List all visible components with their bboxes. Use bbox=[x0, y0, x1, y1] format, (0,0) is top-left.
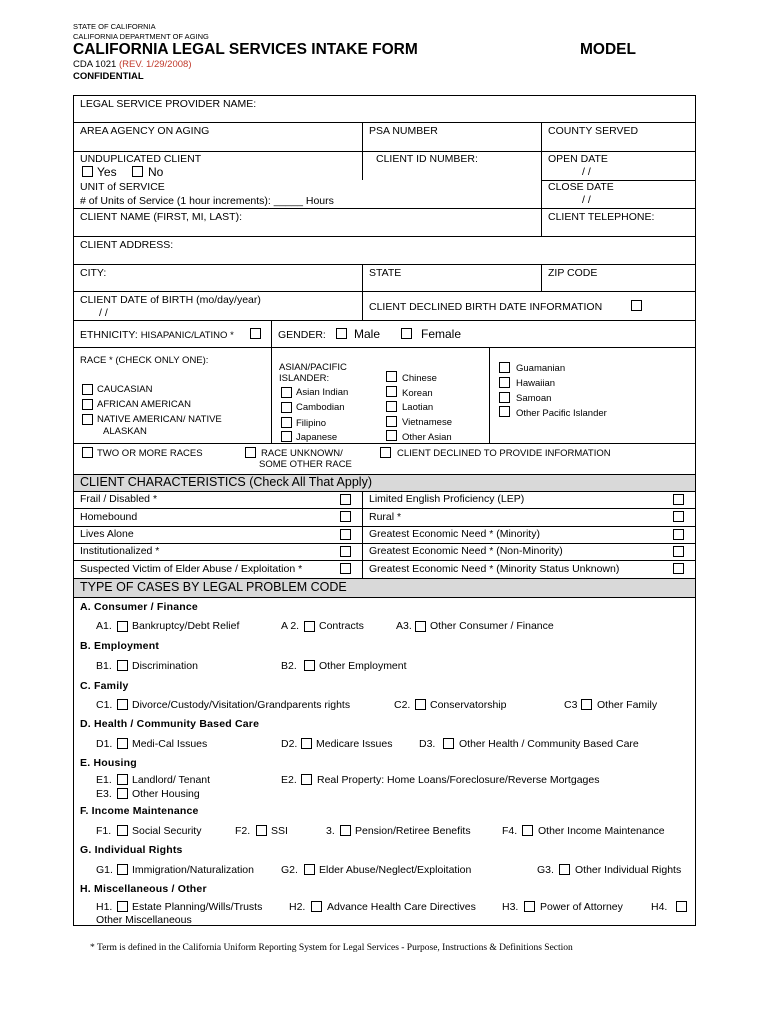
code-a1: A1. bbox=[96, 620, 112, 632]
declined-dob-label: CLIENT DECLINED BIRTH DATE INFORMATION bbox=[369, 301, 603, 313]
char-rural-checkbox[interactable] bbox=[673, 511, 684, 522]
e2-checkbox[interactable] bbox=[301, 774, 312, 785]
code-h4: H4. bbox=[651, 901, 668, 913]
divider bbox=[73, 291, 696, 292]
f2-checkbox[interactable] bbox=[256, 825, 267, 836]
japanese-checkbox[interactable] bbox=[281, 431, 292, 442]
dob-input[interactable]: / / bbox=[99, 307, 108, 319]
asian-indian-label: Asian Indian bbox=[296, 387, 349, 398]
category-employment: B. Employment bbox=[80, 640, 160, 652]
char-gen-unknown-checkbox[interactable] bbox=[673, 563, 684, 574]
asian-pacific-label: ASIAN/PACIFIC bbox=[279, 362, 347, 373]
char-homebound-checkbox[interactable] bbox=[340, 511, 351, 522]
d1-label: Medi-Cal Issues bbox=[132, 738, 208, 750]
race-unknown-label-2: SOME OTHER RACE bbox=[259, 459, 352, 470]
divider bbox=[73, 122, 696, 123]
divider bbox=[362, 122, 363, 151]
code-g3: G3. bbox=[537, 864, 554, 876]
h3-label: Power of Attorney bbox=[540, 901, 623, 913]
other-pacific-checkbox[interactable] bbox=[499, 406, 510, 417]
client-id-label: CLIENT ID NUMBER: bbox=[376, 153, 478, 165]
a2-checkbox[interactable] bbox=[304, 621, 315, 632]
open-date-label: OPEN DATE bbox=[548, 153, 608, 165]
c1-checkbox[interactable] bbox=[117, 699, 128, 710]
char-frail-checkbox[interactable] bbox=[340, 494, 351, 505]
f1-label: Social Security bbox=[132, 825, 202, 837]
race-declined-checkbox[interactable] bbox=[380, 447, 391, 458]
d1-checkbox[interactable] bbox=[117, 738, 128, 749]
c2-checkbox[interactable] bbox=[415, 699, 426, 710]
african-american-checkbox[interactable] bbox=[82, 399, 93, 410]
divider bbox=[73, 151, 696, 152]
native-american-checkbox[interactable] bbox=[82, 414, 93, 425]
confidential-label: CONFIDENTIAL bbox=[73, 71, 144, 82]
korean-checkbox[interactable] bbox=[386, 386, 397, 397]
category-housing: E. Housing bbox=[80, 757, 137, 769]
code-c1: C1. bbox=[96, 699, 113, 711]
category-family: C. Family bbox=[80, 680, 129, 692]
category-consumer-finance: A. Consumer / Finance bbox=[80, 601, 198, 613]
e3-checkbox[interactable] bbox=[117, 788, 128, 799]
char-gen-unknown-label: Greatest Economic Need * (Minority Status Unknown) bbox=[369, 563, 620, 575]
code-a3: A3. bbox=[396, 620, 412, 632]
f3-label: Pension/Retiree Benefits bbox=[355, 825, 471, 837]
f3-checkbox[interactable] bbox=[340, 825, 351, 836]
unit-of-service-label: UNIT of SERVICE bbox=[80, 181, 165, 193]
close-date-label: CLOSE DATE bbox=[548, 181, 614, 193]
h4-checkbox[interactable] bbox=[676, 901, 687, 912]
units-hours-field[interactable]: # of Units of Service (1 hour increments): _____ Hours bbox=[80, 195, 334, 207]
vietnamese-checkbox[interactable] bbox=[386, 416, 397, 427]
code-h3: H3. bbox=[502, 901, 519, 913]
char-gen-nonminority-checkbox[interactable] bbox=[673, 546, 684, 557]
divider bbox=[271, 347, 272, 443]
other-asian-checkbox[interactable] bbox=[386, 430, 397, 441]
type-of-cases-heading: TYPE OF CASES BY LEGAL PROBLEM CODE bbox=[80, 580, 347, 594]
h4-label: Other Miscellaneous bbox=[96, 914, 192, 926]
category-individual-rights: G. Individual Rights bbox=[80, 844, 183, 856]
code-c3: C3 bbox=[564, 699, 578, 711]
korean-label: Korean bbox=[402, 388, 433, 399]
divider bbox=[73, 491, 696, 492]
chinese-checkbox[interactable] bbox=[386, 371, 397, 382]
chinese-label: Chinese bbox=[402, 373, 437, 384]
filipino-label: Filipino bbox=[296, 418, 327, 429]
code-f2: F2. bbox=[235, 825, 251, 837]
two-or-more-checkbox[interactable] bbox=[82, 447, 93, 458]
char-lives-alone-checkbox[interactable] bbox=[340, 529, 351, 540]
two-or-more-label: TWO OR MORE RACES bbox=[97, 448, 203, 459]
native-american-label: NATIVE AMERICAN/ NATIVE bbox=[97, 414, 222, 425]
client-characteristics-heading: CLIENT CHARACTERISTICS (Check All That Apply) bbox=[80, 475, 372, 489]
zip-code-label: ZIP CODE bbox=[548, 267, 598, 279]
race-unknown-checkbox[interactable] bbox=[245, 447, 256, 458]
code-e1: E1. bbox=[96, 774, 112, 786]
unduplicated-client-label: UNDUPLICATED CLIENT bbox=[80, 153, 202, 165]
char-lep-label: Limited English Proficiency (LEP) bbox=[369, 493, 525, 505]
divider bbox=[73, 526, 696, 527]
yes-label: Yes bbox=[97, 165, 117, 179]
vietnamese-label: Vietnamese bbox=[402, 417, 452, 428]
filipino-checkbox[interactable] bbox=[281, 417, 292, 428]
b1-checkbox[interactable] bbox=[117, 660, 128, 671]
c3-label: Other Family bbox=[597, 699, 658, 711]
provider-name-label: LEGAL SERVICE PROVIDER NAME: bbox=[80, 98, 257, 110]
h3-checkbox[interactable] bbox=[524, 901, 535, 912]
d2-checkbox[interactable] bbox=[301, 738, 312, 749]
client-address-label: CLIENT ADDRESS: bbox=[80, 239, 174, 251]
japanese-label: Japanese bbox=[296, 432, 338, 443]
hawaiian-label: Hawaiian bbox=[516, 378, 556, 389]
f2-label: SSI bbox=[271, 825, 288, 837]
h1-label: Estate Planning/Wills/Trusts bbox=[132, 901, 263, 913]
code-a2: A 2. bbox=[281, 620, 300, 632]
char-institutionalized-label: Institutionalized * bbox=[80, 545, 160, 557]
a3-label: Other Consumer / Finance bbox=[430, 620, 554, 632]
char-elder-abuse-label: Suspected Victim of Elder Abuse / Exploitation * bbox=[80, 563, 303, 575]
divider bbox=[73, 264, 696, 265]
dob-label: CLIENT DATE of BIRTH (mo/day/year) bbox=[80, 294, 261, 306]
char-homebound-label: Homebound bbox=[80, 511, 138, 523]
f4-label: Other Income Maintenance bbox=[538, 825, 665, 837]
asian-indian-checkbox[interactable] bbox=[281, 387, 292, 398]
d3-checkbox[interactable] bbox=[443, 738, 454, 749]
cambodian-checkbox[interactable] bbox=[281, 402, 292, 413]
declined-dob-checkbox[interactable] bbox=[631, 300, 642, 311]
code-g1: G1. bbox=[96, 864, 113, 876]
samoan-label: Samoan bbox=[516, 393, 552, 404]
male-label: Male bbox=[354, 327, 381, 341]
divider bbox=[541, 122, 542, 236]
close-date-input[interactable]: / / bbox=[582, 194, 591, 206]
hispanic-label: HISAPANIC/LATINO * bbox=[140, 330, 234, 341]
divider bbox=[73, 560, 696, 561]
g2-label: Elder Abuse/Neglect/Exploitation bbox=[319, 864, 472, 876]
divider bbox=[541, 264, 542, 291]
divider bbox=[73, 443, 696, 444]
psa-number-label: PSA NUMBER bbox=[369, 125, 438, 137]
area-agency-label: AREA AGENCY ON AGING bbox=[80, 125, 210, 137]
footnote: * Term is defined in the California Uniform Reporting System for Legal Services - Purpose, Instructions & Definitions Section bbox=[90, 943, 573, 953]
code-f4: F4. bbox=[502, 825, 518, 837]
char-gen-nonminority-label: Greatest Economic Need * (Non-Minority) bbox=[369, 545, 563, 557]
divider bbox=[73, 236, 696, 237]
city-label: CITY: bbox=[80, 267, 107, 279]
e1-checkbox[interactable] bbox=[117, 774, 128, 785]
department-label: CALIFORNIA DEPARTMENT OF AGING bbox=[73, 32, 209, 41]
b2-label: Other Employment bbox=[319, 660, 407, 672]
race-declined-label: CLIENT DECLINED TO PROVIDE INFORMATION bbox=[397, 448, 611, 459]
c3-checkbox[interactable] bbox=[581, 699, 592, 710]
gender-label: GENDER: bbox=[278, 329, 326, 341]
code-d1: D1. bbox=[96, 738, 113, 750]
g1-label: Immigration/Naturalization bbox=[132, 864, 254, 876]
c2-label: Conservatorship bbox=[430, 699, 507, 711]
a1-label: Bankruptcy/Debt Relief bbox=[132, 620, 240, 632]
divider bbox=[271, 320, 272, 347]
h2-checkbox[interactable] bbox=[311, 901, 322, 912]
female-label: Female bbox=[421, 327, 462, 341]
male-checkbox[interactable] bbox=[336, 328, 347, 339]
b2-checkbox[interactable] bbox=[304, 660, 315, 671]
state-label: STATE OF CALIFORNIA bbox=[73, 22, 156, 31]
divider bbox=[362, 151, 363, 180]
b1-label: Discrimination bbox=[132, 660, 198, 672]
f1-checkbox[interactable] bbox=[117, 825, 128, 836]
code-d3: D3. bbox=[419, 738, 436, 750]
f4-checkbox[interactable] bbox=[522, 825, 533, 836]
guamanian-checkbox[interactable] bbox=[499, 362, 510, 373]
code-d2: D2. bbox=[281, 738, 298, 750]
divider bbox=[489, 347, 490, 443]
native-american-label-2: ALASKAN bbox=[103, 426, 147, 437]
form-title: CALIFORNIA LEGAL SERVICES INTAKE FORM bbox=[73, 41, 418, 58]
d2-label: Medicare Issues bbox=[316, 738, 393, 750]
category-miscellaneous: H. Miscellaneous / Other bbox=[80, 883, 207, 895]
h1-checkbox[interactable] bbox=[117, 901, 128, 912]
state-field-label: STATE bbox=[369, 267, 402, 279]
code-b2: B2. bbox=[281, 660, 297, 672]
divider bbox=[73, 543, 696, 544]
char-gen-minority-label: Greatest Economic Need * (Minority) bbox=[369, 528, 540, 540]
code-c2: C2. bbox=[394, 699, 411, 711]
form-number: CDA 1021 bbox=[73, 59, 117, 70]
code-e2: E2. bbox=[281, 774, 297, 786]
a3-checkbox[interactable] bbox=[415, 621, 426, 632]
other-asian-label: Other Asian bbox=[402, 432, 452, 443]
ethnicity-label: ETHNICITY: bbox=[80, 329, 138, 341]
samoan-checkbox[interactable] bbox=[499, 392, 510, 403]
client-telephone-label: CLIENT TELEPHONE: bbox=[548, 211, 655, 223]
char-gen-minority-checkbox[interactable] bbox=[673, 529, 684, 540]
char-institutionalized-checkbox[interactable] bbox=[340, 546, 351, 557]
revision-date: (REV. 1/29/2008) bbox=[118, 59, 192, 70]
code-g2: G2. bbox=[281, 864, 298, 876]
char-rural-label: Rural * bbox=[369, 511, 402, 523]
code-f1: F1. bbox=[96, 825, 112, 837]
divider bbox=[73, 208, 696, 209]
g2-checkbox[interactable] bbox=[304, 864, 315, 875]
char-lives-alone-label: Lives Alone bbox=[80, 528, 134, 540]
char-lep-checkbox[interactable] bbox=[673, 494, 684, 505]
code-b1: B1. bbox=[96, 660, 112, 672]
g3-label: Other Individual Rights bbox=[575, 864, 682, 876]
hawaiian-checkbox[interactable] bbox=[499, 377, 510, 388]
hispanic-checkbox[interactable] bbox=[250, 328, 261, 339]
laotian-label: Laotian bbox=[402, 402, 434, 413]
islander-label: ISLANDER: bbox=[279, 373, 330, 384]
divider bbox=[362, 491, 363, 578]
no-label: No bbox=[148, 165, 164, 179]
e2-label: Real Property: Home Loans/Foreclosure/Reverse Mortgages bbox=[317, 774, 600, 786]
divider bbox=[73, 508, 696, 509]
e3-label: Other Housing bbox=[132, 788, 200, 800]
divider bbox=[73, 320, 696, 321]
code-e3: E3. bbox=[96, 788, 112, 800]
caucasian-label: CAUCASIAN bbox=[97, 384, 153, 395]
divider bbox=[73, 347, 696, 348]
yes-checkbox[interactable] bbox=[82, 166, 93, 177]
e1-label: Landlord/ Tenant bbox=[132, 774, 211, 786]
client-name-label: CLIENT NAME (FIRST, MI, LAST): bbox=[80, 211, 242, 223]
char-frail-label: Frail / Disabled * bbox=[80, 493, 158, 505]
g1-checkbox[interactable] bbox=[117, 864, 128, 875]
no-checkbox[interactable] bbox=[132, 166, 143, 177]
code-h1: H1. bbox=[96, 901, 113, 913]
category-health: D. Health / Community Based Care bbox=[80, 718, 260, 730]
race-label: RACE * (CHECK ONLY ONE): bbox=[80, 355, 209, 366]
divider bbox=[73, 597, 696, 598]
a2-label: Contracts bbox=[319, 620, 364, 632]
county-served-label: COUNTY SERVED bbox=[548, 125, 639, 137]
caucasian-checkbox[interactable] bbox=[82, 384, 93, 395]
cambodian-label: Cambodian bbox=[296, 402, 345, 413]
category-income: F. Income Maintenance bbox=[80, 805, 199, 817]
c1-label: Divorce/Custody/Visitation/Grandparents rights bbox=[132, 699, 351, 711]
g3-checkbox[interactable] bbox=[559, 864, 570, 875]
d3-label: Other Health / Community Based Care bbox=[459, 738, 639, 750]
h2-label: Advance Health Care Directives bbox=[327, 901, 476, 913]
code-f3: 3. bbox=[326, 825, 335, 837]
model-label: MODEL bbox=[580, 41, 636, 58]
race-unknown-label: RACE UNKNOWN/ bbox=[261, 448, 343, 459]
code-h2: H2. bbox=[289, 901, 306, 913]
char-elder-abuse-checkbox[interactable] bbox=[340, 563, 351, 574]
a1-checkbox[interactable] bbox=[117, 621, 128, 632]
other-pacific-label: Other Pacific Islander bbox=[516, 408, 607, 419]
divider bbox=[362, 264, 363, 320]
laotian-checkbox[interactable] bbox=[386, 401, 397, 412]
female-checkbox[interactable] bbox=[401, 328, 412, 339]
guamanian-label: Guamanian bbox=[516, 363, 566, 374]
african-american-label: AFRICAN AMERICAN bbox=[97, 399, 191, 410]
open-date-input[interactable]: / / bbox=[582, 166, 591, 178]
